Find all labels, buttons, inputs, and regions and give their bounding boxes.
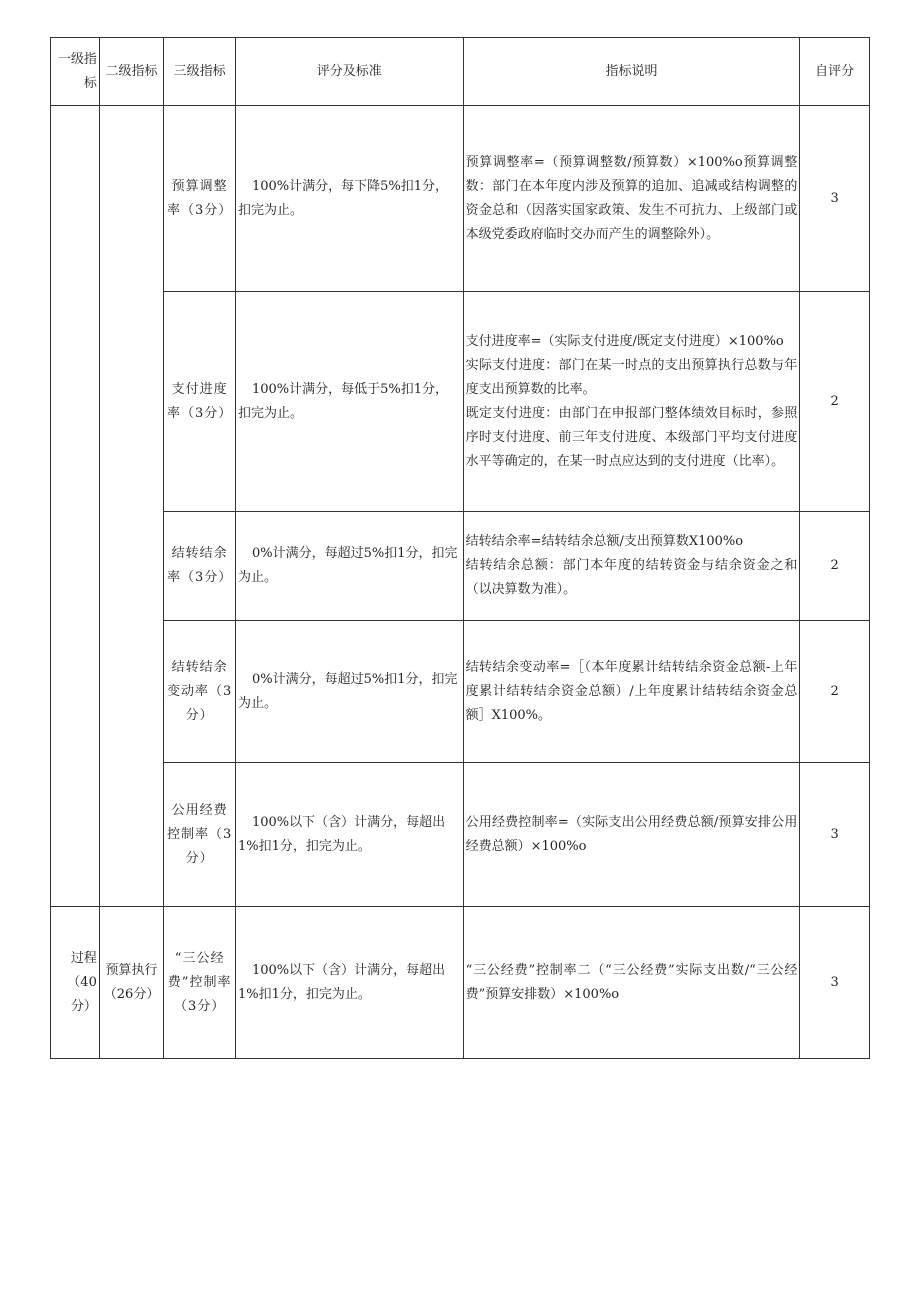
description-cell: 支付进度率=（实际支付进度/既定支付进度）×100%o 实际支付进度：部门在某一时点的支出预算执行总数与年度支出预算数的比率。 既定支付进度：由部门在申报部门整体绩效目标时，参照序时支付进度、前三年支付进度、本级部门平均支付进度水平等确定的，在某一时点应达到的支付进度（比率）。 bbox=[463, 292, 800, 512]
header-level3: 三级指标 bbox=[164, 38, 236, 106]
criteria-cell: 0%计满分，每超过5%扣1分，扣完为止。 bbox=[235, 621, 463, 763]
self-score-cell: 2 bbox=[800, 292, 870, 512]
self-score-cell: 2 bbox=[800, 621, 870, 763]
description-cell: “三公经费”控制率二（“三公经费”实际支出数/“三公经费”预算安排数）×100%o bbox=[463, 907, 800, 1059]
self-score-cell: 3 bbox=[800, 763, 870, 907]
criteria-cell: 0%计满分，每超过5%扣1分，扣完为止。 bbox=[235, 512, 463, 621]
table-row bbox=[51, 907, 870, 1059]
header-self-score: 自评分 bbox=[800, 38, 870, 106]
description-cell: 结转结余变动率=［（本年度累计结转结余资金总额-上年度累计结转结余资金总额）/上年度累计结转结余资金总额］X100%。 bbox=[463, 621, 800, 763]
table-row bbox=[51, 106, 870, 292]
indicator-cell: “三公经费”控制率（3分） bbox=[164, 907, 236, 1059]
indicator-cell: 支付进度率（3分） bbox=[164, 292, 236, 512]
header-row bbox=[51, 38, 870, 106]
header-description: 指标说明 bbox=[463, 38, 800, 106]
header-level2: 二级指标 bbox=[99, 38, 163, 106]
criteria-cell: 100%计满分，每下降5%扣1分，扣完为止。 bbox=[235, 106, 463, 292]
self-score-cell: 3 bbox=[800, 907, 870, 1059]
description-cell: 结转结余率=结转结余总额/支出预算数X100%o 结转结余总额：部门本年度的结转资金与结余资金之和（以决算数为准）。 bbox=[463, 512, 800, 621]
level2-cell: 预算执行（26分） bbox=[99, 907, 163, 1059]
indicator-cell: 预算调整率（3分） bbox=[164, 106, 236, 292]
criteria-cell: 100%计满分，每低于5%扣1分，扣完为止。 bbox=[235, 292, 463, 512]
table-row bbox=[51, 512, 870, 621]
description-cell: 公用经费控制率=（实际支出公用经费总额/预算安排公用经费总额）×100%o bbox=[463, 763, 800, 907]
evaluation-table bbox=[50, 37, 870, 1059]
level2-cell-empty bbox=[99, 106, 163, 907]
header-level1: 一级指标 bbox=[51, 38, 100, 106]
self-score-cell: 3 bbox=[800, 106, 870, 292]
criteria-cell: 100%以下（含）计满分，每超出1%扣1分，扣完为止。 bbox=[235, 907, 463, 1059]
level1-cell-empty bbox=[51, 106, 100, 907]
indicator-cell: 公用经费控制率（3分） bbox=[164, 763, 236, 907]
table-row bbox=[51, 292, 870, 512]
criteria-cell: 100%以下（含）计满分，每超出1%扣1分，扣完为止。 bbox=[235, 763, 463, 907]
header-criteria: 评分及标准 bbox=[235, 38, 463, 106]
indicator-cell: 结转结余率（3分） bbox=[164, 512, 236, 621]
indicator-cell: 结转结余变动率（3分） bbox=[164, 621, 236, 763]
level1-cell: 过程（40分） bbox=[51, 907, 100, 1059]
self-score-cell: 2 bbox=[800, 512, 870, 621]
table-row bbox=[51, 621, 870, 763]
description-cell: 预算调整率=（预算调整数/预算数）×100%o预算调整数：部门在本年度内涉及预算的追加、追减或结构调整的资金总和（因落实国家政策、发生不可抗力、上级部门或本级党委政府临时交办而产生的调整除外）。 bbox=[463, 106, 800, 292]
table-row bbox=[51, 763, 870, 907]
